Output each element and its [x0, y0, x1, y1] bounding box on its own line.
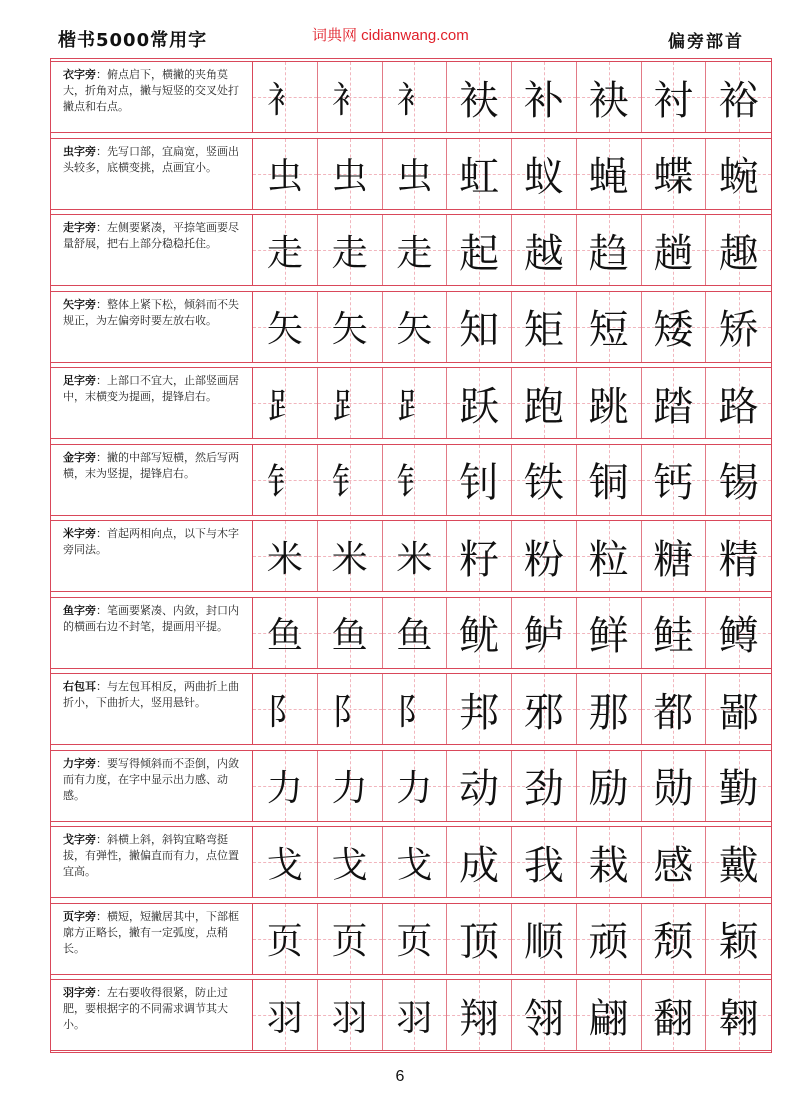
example-glyph: 感	[653, 842, 694, 889]
practice-row	[51, 61, 771, 133]
example-char-cell	[512, 674, 577, 744]
radical-glyph: 矢	[266, 309, 303, 350]
radical-glyph: 戈	[396, 844, 433, 886]
radical-cell	[383, 598, 448, 668]
example-glyph: 都	[653, 689, 694, 736]
example-glyph: 矩	[523, 307, 564, 353]
example-char-cell	[512, 521, 577, 591]
radical-glyph: 鱼	[396, 615, 433, 656]
example-char-cell	[512, 598, 577, 668]
radical-cell	[383, 445, 448, 515]
description-text: 先写口部，宜扁宽，竖画出头较多，底横变挑，点画宜小。	[63, 144, 239, 174]
stroke-description: 米字旁：首起两相向点，以下与木字旁同法。	[51, 521, 253, 591]
example-char-cell	[577, 292, 642, 362]
radical-cell	[318, 445, 383, 515]
radical-glyph: 虫	[396, 156, 433, 197]
example-glyph: 裕	[718, 77, 759, 124]
example-char-cell	[447, 827, 512, 897]
radical-cell	[253, 598, 318, 668]
example-char-cell	[706, 751, 771, 821]
radical-glyph: 戈	[331, 844, 368, 886]
radical-cell	[253, 521, 318, 591]
radical-glyph: 羽	[266, 997, 303, 1039]
radical-glyph: 米	[396, 538, 433, 580]
example-glyph: 钙	[653, 460, 694, 506]
example-glyph: 趣	[718, 230, 759, 277]
example-char-cell	[577, 215, 642, 285]
example-glyph: 矮	[653, 307, 694, 353]
radical-cell	[383, 980, 448, 1050]
example-char-cell	[642, 674, 707, 744]
radical-cell	[253, 674, 318, 744]
example-glyph: 跃	[459, 383, 500, 430]
example-glyph: 粒	[588, 536, 629, 583]
radical-glyph: 矢	[331, 309, 368, 350]
stroke-description: 金字旁：撇的中部写短横，然后写两横，末为竖提，提锋启右。	[51, 445, 253, 515]
radical-glyph: 钅	[331, 462, 368, 503]
example-char-cell	[706, 215, 771, 285]
radical-cell	[253, 368, 318, 438]
radical-cell	[383, 674, 448, 744]
example-char-cell	[512, 904, 577, 974]
example-char-cell	[642, 904, 707, 974]
example-glyph: 鳟	[718, 613, 759, 659]
radical-name: 虫字旁	[63, 144, 96, 158]
radical-glyph: 力	[396, 768, 433, 809]
practice-row	[51, 520, 771, 592]
description-text: 左侧要紧凑，平捺笔画要尽量舒展，把右上部分稳稳托住。	[63, 221, 239, 250]
example-char-cell	[512, 368, 577, 438]
radical-glyph: 阝	[331, 691, 368, 733]
example-char-cell	[706, 598, 771, 668]
radical-cell	[253, 215, 318, 285]
practice-row	[51, 903, 771, 975]
example-char-cell	[577, 598, 642, 668]
radical-cell	[318, 62, 383, 132]
example-char-cell	[706, 827, 771, 897]
practice-row	[51, 367, 771, 439]
example-char-cell	[577, 445, 642, 515]
example-char-cell	[447, 521, 512, 591]
radical-cell	[318, 368, 383, 438]
example-glyph: 戴	[718, 842, 759, 889]
example-char-cell	[447, 215, 512, 285]
practice-row	[51, 826, 771, 898]
example-char-cell	[512, 62, 577, 132]
radical-name: 鱼字旁	[63, 603, 96, 617]
example-glyph: 颖	[718, 919, 759, 965]
example-char-cell	[642, 62, 707, 132]
example-char-cell	[642, 827, 707, 897]
radical-name: 足字旁	[63, 374, 96, 387]
radical-glyph: 虫	[266, 156, 303, 197]
example-glyph: 籽	[459, 536, 500, 583]
example-glyph: 那	[588, 689, 629, 736]
radical-cell	[383, 368, 448, 438]
example-glyph: 鱿	[459, 613, 500, 659]
example-char-cell	[706, 521, 771, 591]
example-glyph: 栽	[588, 842, 629, 889]
description-text: 上部口不宜大，止部竖画居中，末横变为提画，提锋启右。	[63, 374, 239, 403]
example-char-cell	[577, 368, 642, 438]
radical-glyph: 页	[331, 921, 368, 962]
example-char-cell	[642, 215, 707, 285]
radical-name: 页字旁	[63, 909, 96, 923]
practice-grid	[50, 58, 772, 1053]
radical-cell	[253, 292, 318, 362]
example-glyph: 动	[459, 766, 500, 812]
example-char-cell	[447, 368, 512, 438]
example-glyph: 起	[459, 230, 500, 277]
radical-cell	[318, 904, 383, 974]
radical-cell	[383, 521, 448, 591]
example-glyph: 衭	[459, 77, 500, 124]
site-watermark[interactable]: 词典网 cidianwang.com	[312, 27, 469, 44]
radical-glyph: 米	[331, 538, 368, 580]
example-glyph: 成	[459, 842, 500, 889]
example-char-cell	[642, 751, 707, 821]
example-char-cell	[642, 598, 707, 668]
radical-cell	[383, 215, 448, 285]
example-char-cell	[577, 827, 642, 897]
example-glyph: 粉	[523, 536, 564, 583]
example-char-cell	[706, 62, 771, 132]
example-char-cell	[447, 139, 512, 209]
radical-glyph: 页	[266, 921, 303, 962]
stroke-description: 鱼字旁：笔画要紧凑、内敛，封口内的横画右边不封笔，提画用平提。	[51, 598, 253, 668]
radical-name: 戈字旁	[63, 833, 96, 846]
example-char-cell	[512, 827, 577, 897]
radical-cell	[253, 139, 318, 209]
example-char-cell	[577, 904, 642, 974]
description-text: 笔画要紧凑、内敛，封口内的横画右边不封笔，提画用平提。	[63, 603, 239, 633]
example-glyph: 蜿	[718, 154, 759, 200]
radical-glyph: 钅	[266, 462, 303, 503]
stroke-description: 虫字旁：先写口部，宜扁宽，竖画出头较多，底横变挑，点画宜小。	[51, 139, 253, 209]
description-text: 斜横上斜，斜钩宜略弯挺拔，有弹性，撇偏直而有力，点位置宜高。	[63, 833, 239, 878]
stroke-description: 戈字旁：斜横上斜，斜钩宜略弯挺拔，有弹性，撇偏直而有力，点位置宜高。	[51, 827, 253, 897]
radical-glyph: 走	[396, 232, 433, 274]
practice-row	[51, 673, 771, 745]
example-char-cell	[706, 980, 771, 1050]
radical-cell	[383, 62, 448, 132]
radical-name: 右包耳	[63, 680, 96, 693]
example-glyph: 劲	[523, 766, 564, 812]
example-char-cell	[447, 62, 512, 132]
radical-cell	[318, 980, 383, 1050]
radical-glyph: 羽	[331, 997, 368, 1039]
radical-cell	[383, 904, 448, 974]
radical-cell	[318, 674, 383, 744]
example-glyph: 励	[588, 766, 629, 812]
example-glyph: 我	[523, 842, 564, 889]
radical-glyph: 衤	[266, 79, 303, 121]
example-char-cell	[642, 368, 707, 438]
example-glyph: 趟	[653, 230, 694, 277]
example-glyph: 邪	[523, 689, 564, 736]
radical-cell	[253, 62, 318, 132]
example-char-cell	[447, 292, 512, 362]
radical-cell	[383, 292, 448, 362]
example-glyph: 蝇	[588, 154, 629, 200]
radical-glyph: 衤	[396, 79, 433, 121]
radical-name: 走字旁	[63, 221, 96, 234]
example-glyph: 鲜	[588, 613, 629, 659]
example-char-cell	[642, 445, 707, 515]
example-char-cell	[642, 139, 707, 209]
radical-glyph: 衤	[331, 79, 368, 121]
stroke-description: 走字旁：左侧要紧凑，平捺笔画要尽量舒展，把右上部分稳稳托住。	[51, 215, 253, 285]
description-text: 横短，短撇居其中，下部框廓方正略长，撇有一定弧度，点稍长。	[63, 909, 239, 955]
practice-row	[51, 291, 771, 363]
example-glyph: 越	[523, 230, 564, 277]
example-glyph: 翔	[459, 995, 500, 1042]
page-header	[0, 0, 800, 58]
radical-glyph: 羽	[396, 997, 433, 1039]
radical-glyph: 虫	[331, 156, 368, 197]
example-glyph: 颓	[653, 919, 694, 965]
example-glyph: 鄙	[718, 689, 759, 736]
example-glyph: 鲈	[523, 613, 564, 659]
radical-cell	[318, 292, 383, 362]
example-char-cell	[447, 904, 512, 974]
radical-cell	[253, 445, 318, 515]
radical-glyph: 鱼	[266, 615, 303, 656]
example-glyph: 翻	[653, 995, 694, 1042]
example-glyph: 勋	[653, 766, 694, 812]
radical-name: 金字旁	[63, 450, 96, 464]
example-char-cell	[512, 445, 577, 515]
radical-glyph: 力	[266, 768, 303, 809]
radical-glyph: 阝	[266, 691, 303, 733]
radical-name: 矢字旁	[63, 297, 96, 311]
example-glyph: 铜	[588, 460, 629, 506]
example-glyph: 虹	[459, 154, 500, 200]
radical-glyph: 米	[266, 538, 303, 580]
example-char-cell	[512, 980, 577, 1050]
example-glyph: 趋	[588, 230, 629, 277]
radical-name: 米字旁	[63, 527, 96, 540]
practice-row	[51, 597, 771, 669]
example-glyph: 锡	[718, 460, 759, 506]
example-char-cell	[512, 751, 577, 821]
practice-row	[51, 750, 771, 822]
radical-cell	[253, 980, 318, 1050]
example-glyph: 跑	[523, 383, 564, 430]
practice-row	[51, 214, 771, 286]
example-glyph: 袂	[588, 77, 629, 124]
example-char-cell	[577, 980, 642, 1050]
radical-glyph: 走	[266, 232, 303, 274]
example-char-cell	[577, 62, 642, 132]
page-number: 6	[395, 1068, 405, 1085]
radical-name: 力字旁	[63, 756, 96, 770]
radical-cell	[318, 139, 383, 209]
example-char-cell	[706, 139, 771, 209]
radical-glyph: 钅	[396, 462, 433, 503]
example-glyph: 翱	[718, 995, 759, 1042]
description-text: 俯点启下，横撇的夹角莫大，折角对点，撇与短竖的交叉处打撇点和右点。	[63, 68, 239, 113]
example-char-cell	[577, 139, 642, 209]
example-char-cell	[512, 215, 577, 285]
radical-glyph: 阝	[396, 691, 433, 733]
description-text: 首起两相向点，以下与木字旁同法。	[63, 527, 239, 556]
example-glyph: 矫	[718, 307, 759, 353]
radical-name: 衣字旁	[63, 68, 96, 81]
example-glyph: 翩	[588, 995, 629, 1042]
example-glyph: 知	[459, 307, 500, 353]
example-char-cell	[447, 751, 512, 821]
radical-cell	[253, 904, 318, 974]
description-text: 撇的中部写短横，然后写两横，末为竖提，提锋启右。	[63, 450, 239, 480]
example-glyph: 铁	[523, 460, 564, 506]
example-glyph: 蚁	[523, 154, 564, 200]
example-char-cell	[577, 521, 642, 591]
stroke-description: 衣字旁：俯点启下，横撇的夹角莫大，折角对点，撇与短竖的交叉处打撇点和右点。	[51, 62, 253, 132]
example-glyph: 糖	[653, 536, 694, 583]
radical-glyph: 矢	[396, 309, 433, 350]
radical-glyph: ⻊	[396, 385, 433, 427]
example-glyph: 顶	[459, 919, 500, 965]
practice-row	[51, 444, 771, 516]
radical-glyph: 鱼	[331, 615, 368, 656]
example-char-cell	[706, 368, 771, 438]
radical-glyph: 走	[331, 232, 368, 274]
description-text: 整体上紧下松，倾斜而不失规正，为左偏旁时要左放右收。	[63, 297, 239, 327]
example-glyph: 精	[718, 536, 759, 583]
description-text: 要写得倾斜而不歪倒，内敛而有力度，在字中显示出力感、动感。	[63, 756, 239, 802]
radical-cell	[318, 751, 383, 821]
example-char-cell	[706, 292, 771, 362]
radical-cell	[383, 139, 448, 209]
description-text: 与左包耳相反，两曲折上曲折小，下曲折大，竖用悬针。	[63, 680, 239, 709]
stroke-description: 右包耳：与左包耳相反，两曲折上曲折小，下曲折大，竖用悬针。	[51, 674, 253, 744]
radical-cell	[253, 827, 318, 897]
example-glyph: 邦	[459, 689, 500, 736]
radical-glyph: 页	[396, 921, 433, 962]
example-glyph: 顺	[523, 919, 564, 965]
radical-cell	[318, 215, 383, 285]
example-char-cell	[447, 598, 512, 668]
radical-cell	[253, 751, 318, 821]
example-char-cell	[577, 674, 642, 744]
radical-cell	[318, 598, 383, 668]
example-glyph: 翎	[523, 995, 564, 1042]
stroke-description: 羽字旁：左右要收得很紧，防止过肥，要根据字的不同需求调节其大小。	[51, 980, 253, 1050]
example-char-cell	[642, 980, 707, 1050]
description-text: 左右要收得很紧，防止过肥，要根据字的不同需求调节其大小。	[63, 986, 228, 1031]
stroke-description: 矢字旁：整体上紧下松，倾斜而不失规正，为左偏旁时要左放右收。	[51, 292, 253, 362]
example-glyph: 蝶	[653, 154, 694, 200]
practice-row	[51, 979, 771, 1051]
example-glyph: 路	[718, 383, 759, 430]
example-glyph: 顽	[588, 919, 629, 965]
example-glyph: 跳	[588, 383, 629, 430]
example-glyph: 补	[523, 77, 564, 124]
radical-cell	[318, 827, 383, 897]
example-char-cell	[642, 292, 707, 362]
radical-cell	[383, 827, 448, 897]
radical-glyph: ⻊	[331, 385, 368, 427]
radical-name: 羽字旁	[63, 986, 96, 999]
radical-glyph: ⻊	[266, 385, 303, 427]
example-glyph: 鲑	[653, 613, 694, 659]
example-char-cell	[447, 674, 512, 744]
example-glyph: 短	[588, 307, 629, 353]
example-glyph: 踏	[653, 383, 694, 430]
radical-glyph: 力	[331, 768, 368, 809]
practice-row	[51, 138, 771, 210]
radical-glyph: 戈	[266, 844, 303, 886]
book-title: 楷书5000常用字	[58, 30, 208, 51]
example-char-cell	[447, 980, 512, 1050]
example-char-cell	[706, 674, 771, 744]
example-glyph: 衬	[653, 77, 694, 124]
stroke-description: 页字旁：横短，短撇居其中，下部框廓方正略长，撇有一定弧度，点稍长。	[51, 904, 253, 974]
section-title: 偏旁部首	[668, 32, 744, 52]
example-char-cell	[512, 292, 577, 362]
example-char-cell	[512, 139, 577, 209]
example-char-cell	[577, 751, 642, 821]
example-char-cell	[706, 904, 771, 974]
stroke-description: 足字旁：上部口不宜大，止部竖画居中，末横变为提画，提锋启右。	[51, 368, 253, 438]
stroke-description: 力字旁：要写得倾斜而不歪倒，内敛而有力度，在字中显示出力感、动感。	[51, 751, 253, 821]
example-glyph: 钊	[459, 460, 500, 506]
example-char-cell	[642, 521, 707, 591]
example-char-cell	[447, 445, 512, 515]
radical-cell	[383, 751, 448, 821]
example-glyph: 勤	[718, 766, 759, 812]
example-char-cell	[706, 445, 771, 515]
radical-cell	[318, 521, 383, 591]
